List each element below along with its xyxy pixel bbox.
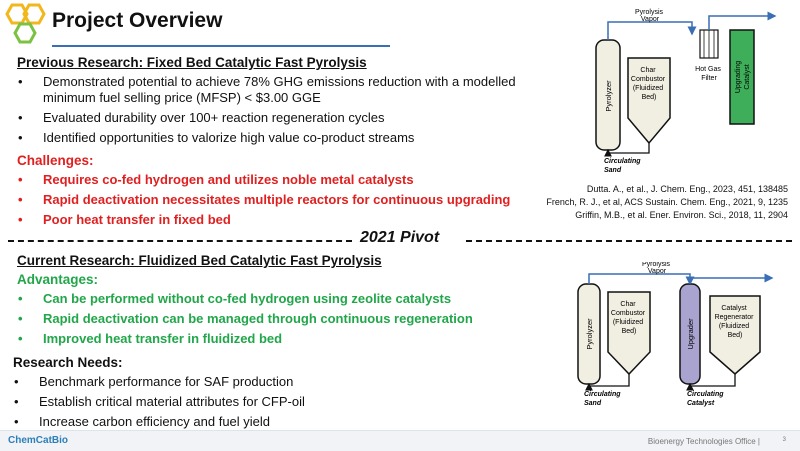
reference-item: Dutta. A., et al., J. Chem. Eng., 2023, 451, 138485 bbox=[586, 184, 788, 194]
page-title: Project Overview bbox=[52, 9, 223, 32]
upgrading-catalyst-label: Upgrading bbox=[735, 60, 742, 94]
circulating-sand-label: Circulating Sand bbox=[604, 158, 641, 174]
challenge-item: • Poor heat transfer in fixed bed bbox=[17, 212, 557, 228]
challenge-item: • Requires co-fed hydrogen and utilizes noble metal catalysts bbox=[17, 172, 557, 188]
previous-bullets bbox=[17, 74, 517, 150]
advantages-list bbox=[17, 291, 537, 351]
catalyst-regenerator-label: Catalyst Regenerator (Fluidized Bed) bbox=[714, 305, 754, 339]
pivot-divider-right bbox=[466, 240, 792, 242]
title-underline bbox=[52, 45, 390, 47]
svg-text:Catalyst: Catalyst bbox=[744, 64, 751, 90]
char-combustor-label: Char Combustor (Fluidized Bed) bbox=[610, 301, 646, 335]
previous-research-heading: Previous Research: Fixed Bed Catalytic Fast Pyrolysis bbox=[17, 55, 367, 70]
research-need-item: • Increase carbon efficiency and fuel yield bbox=[13, 414, 413, 430]
vapor-to-upgrading-line bbox=[709, 16, 775, 30]
research-need-item: • Establish critical material attributes for CFP-oil bbox=[13, 394, 413, 410]
current-research-heading: Current Research: Fluidized Bed Catalytic Fast Pyrolysis bbox=[17, 253, 382, 268]
pyrolysis-vapor-line bbox=[589, 274, 690, 284]
pyrolysis-vapor-label: Pyrolysis Vapor bbox=[635, 9, 664, 23]
challenges-label: Challenges: bbox=[17, 153, 94, 168]
challenge-item: • Rapid deactivation necessitates multiple reactors for continuous upgrading bbox=[17, 192, 557, 208]
previous-bullet: • Demonstrated potential to achieve 78% GHG emissions reduction with a modelled minimum fuel selling price (MFSP) < $3.00 GGE bbox=[17, 74, 517, 106]
previous-bullet: • Identified opportunities to valorize high value co-product streams bbox=[17, 130, 517, 146]
pyrolyzer-label: Pyrolyzer bbox=[585, 318, 594, 350]
fluidized-bed-process-diagram bbox=[572, 262, 782, 412]
reference-item: French, R. J., et al, ACS Sustain. Chem. Eng., 2021, 9, 1235 bbox=[546, 197, 788, 207]
pyrolysis-vapor-line bbox=[608, 22, 692, 40]
pyrolyzer-label: Pyrolyzer bbox=[604, 80, 613, 112]
footer-brand: ChemCatBio bbox=[8, 435, 69, 446]
pyrolysis-vapor-label: Pyrolysis Vapor bbox=[642, 262, 671, 275]
advantage-item: • Can be performed without co-fed hydrogen using zeolite catalysts bbox=[17, 291, 537, 307]
fixed-bed-process-diagram bbox=[590, 8, 790, 180]
hot-gas-filter-label: Hot Gas Filter bbox=[695, 66, 721, 82]
footer-office: Bioenergy Technologies Office | bbox=[647, 437, 760, 446]
reference-item: Griffin, M.B., et al. Ener. Environ. Sci., 2018, 11, 2904 bbox=[575, 210, 788, 220]
pivot-divider-left bbox=[8, 240, 352, 242]
research-needs-list bbox=[13, 374, 413, 434]
research-needs-label: Research Needs: bbox=[13, 355, 123, 370]
upgrader-label: Upgrader bbox=[686, 318, 695, 350]
advantage-item: • Rapid deactivation can be managed through continuous regeneration bbox=[17, 311, 537, 327]
research-need-item: • Benchmark performance for SAF production bbox=[13, 374, 413, 390]
previous-bullet: • Evaluated durability over 100+ reaction regeneration cycles bbox=[17, 110, 517, 126]
references bbox=[428, 183, 788, 222]
page-number: 3 bbox=[782, 437, 786, 443]
pivot-label: 2021 Pivot bbox=[360, 229, 440, 246]
advantages-label: Advantages: bbox=[17, 272, 99, 287]
char-combustor-label: Char Combustor (Fluidized Bed) bbox=[630, 67, 666, 101]
advantage-item: • Improved heat transfer in fluidized bed bbox=[17, 331, 537, 347]
chemcatbio-logo-icon bbox=[2, 2, 50, 46]
vapor-out-line bbox=[690, 278, 772, 284]
circulating-sand-label: Circulating Sand bbox=[584, 391, 621, 407]
circulating-catalyst-label: Circulating Catalyst bbox=[687, 391, 724, 407]
